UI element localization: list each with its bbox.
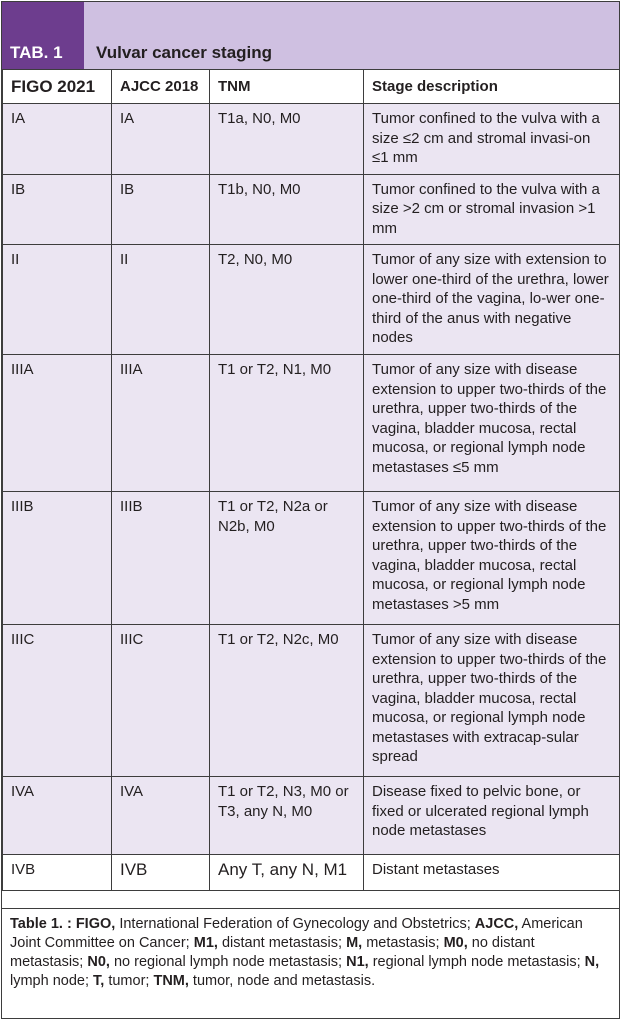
footnote-definition: distant metastasis; <box>217 935 347 951</box>
footnote-definition: regional lymph node metastasis; <box>368 954 585 970</box>
table-row <box>3 855 620 891</box>
cell-figo: IIIC <box>3 625 112 777</box>
footnote-term: FIGO, <box>75 916 116 932</box>
cell-description: Tumor confined to the vulva with a size >2 cm or stromal invasion >1 mm <box>364 174 620 245</box>
footnote-lead: Table 1. : <box>10 916 76 932</box>
cell-ajcc: IIIA <box>112 355 210 492</box>
cell-tnm: T1 or T2, N2c, M0 <box>210 625 364 777</box>
cell-figo: II <box>3 245 112 355</box>
cell-description: Tumor of any size with disease extension to upper two-thirds of the urethra, upper two-thirds of the vagina, bladder mucosa, rectal mucosa, or regional lymph node metastases with extracap-sular spread <box>364 625 620 777</box>
cell-tnm: Any T, any N, M1 <box>210 855 364 891</box>
footnote-term: M1, <box>193 935 218 951</box>
column-header-tnm: TNM <box>210 70 364 104</box>
footnote-term: T, <box>93 973 105 989</box>
cell-ajcc: IVA <box>112 777 210 855</box>
cell-figo: IIIA <box>3 355 112 492</box>
cell-tnm: T1 or T2, N3, M0 or T3, any N, M0 <box>210 777 364 855</box>
cell-ajcc: II <box>112 245 210 355</box>
footnote-definition: American Joint Committee on Cancer; <box>10 916 583 951</box>
cell-description: Distant metastases <box>364 855 620 891</box>
table-figure <box>1 1 620 1019</box>
cell-figo: IVB <box>3 855 112 891</box>
cell-description: Tumor of any size with extension to lower one-third of the urethra, lower one-third of the vagina, lo-wer one-third of the anus with negative nodes <box>364 245 620 355</box>
table-number-label: TAB. 1 <box>2 2 84 69</box>
footnote-definition: metastasis; <box>362 935 444 951</box>
footnote-term: N, <box>584 954 600 970</box>
footnote-term: M0, <box>443 935 468 951</box>
cell-figo: IB <box>3 174 112 245</box>
footnote-definition: tumor; <box>104 973 154 989</box>
table-row <box>3 174 620 245</box>
table-row <box>3 492 620 625</box>
cell-tnm: T1a, N0, M0 <box>210 104 364 175</box>
cell-description: Tumor of any size with disease extension to upper two-thirds of the urethra, upper two-thirds of the vagina, bladder mucosa, rectal mucosa, or regional lymph node metastases ≤5 mm <box>364 355 620 492</box>
table-footnote <box>2 908 619 997</box>
column-header-description: Stage description <box>364 70 620 104</box>
staging-table <box>2 69 620 891</box>
cell-tnm: T1b, N0, M0 <box>210 174 364 245</box>
cell-ajcc: IIIB <box>112 492 210 625</box>
table-title: Vulvar cancer staging <box>96 43 273 62</box>
table-row <box>3 625 620 777</box>
footnote-definition: no regional lymph node metastasis; <box>109 954 347 970</box>
footnote-definition: no distant metastasis; <box>10 935 535 970</box>
table-row <box>3 104 620 175</box>
cell-figo: IVA <box>3 777 112 855</box>
cell-figo: IIIB <box>3 492 112 625</box>
footnote-term: N1, <box>346 954 369 970</box>
table-row <box>3 245 620 355</box>
table-header-row <box>3 70 620 104</box>
footnote-definition: lymph node; <box>10 973 94 989</box>
footnote-term: TNM, <box>153 973 189 989</box>
cell-description: Tumor confined to the vulva with a size ≤2 cm and stromal invasi-on ≤1 mm <box>364 104 620 175</box>
cell-tnm: T1 or T2, N1, M0 <box>210 355 364 492</box>
cell-description: Disease fixed to pelvic bone, or fixed or ulcerated regional lymph node metastases <box>364 777 620 855</box>
footnote-term: M, <box>346 935 363 951</box>
cell-tnm: T2, N0, M0 <box>210 245 364 355</box>
cell-tnm: T1 or T2, N2a or N2b, M0 <box>210 492 364 625</box>
footnote-definition: tumor, node and metastasis. <box>188 973 376 989</box>
title-bar <box>2 2 619 70</box>
cell-ajcc: IA <box>112 104 210 175</box>
table-row <box>3 777 620 855</box>
footnote-term: AJCC, <box>474 916 519 932</box>
cell-ajcc: IB <box>112 174 210 245</box>
footnote-definition: International Federation of Gynecology and Obstetrics; <box>115 916 475 932</box>
table-row <box>3 355 620 492</box>
cell-description: Tumor of any size with disease extension to upper two-thirds of the urethra, upper two-thirds of the vagina, bladder mucosa, rectal mucosa, or regional lymph node metastases >5 mm <box>364 492 620 625</box>
footnote-term: N0, <box>87 954 110 970</box>
column-header-ajcc: AJCC 2018 <box>112 70 210 104</box>
cell-figo: IA <box>3 104 112 175</box>
column-header-figo: FIGO 2021 <box>3 70 112 104</box>
cell-ajcc: IVB <box>112 855 210 891</box>
cell-ajcc: IIIC <box>112 625 210 777</box>
